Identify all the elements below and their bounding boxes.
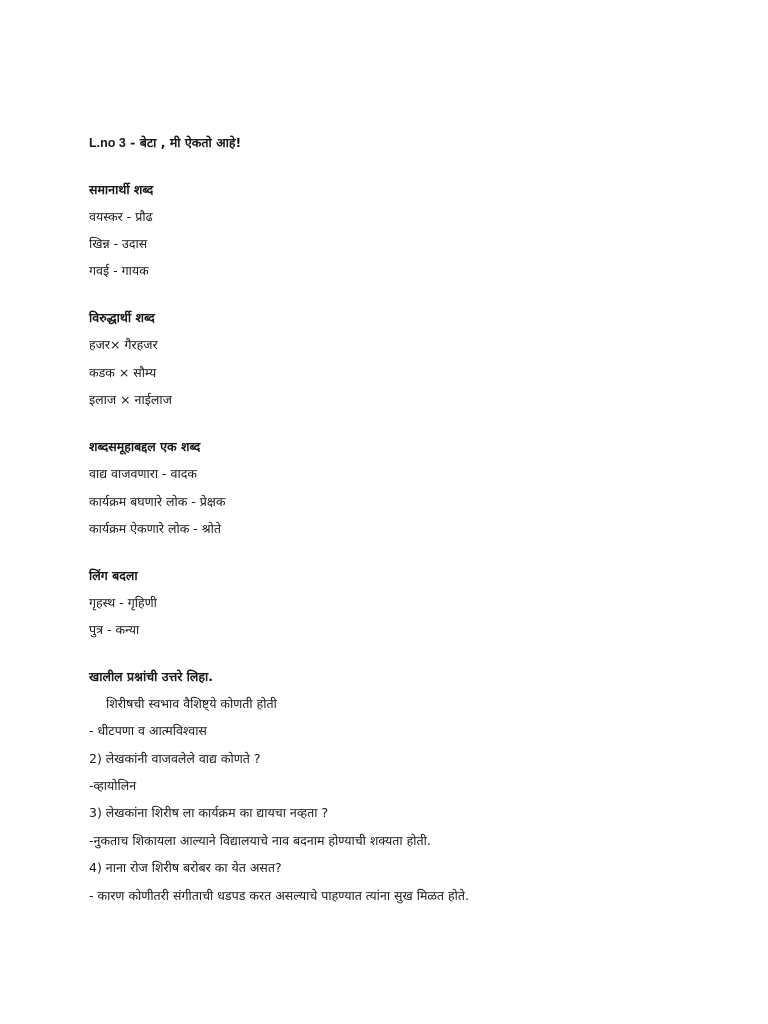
- one-word-item: वाद्य वाजवणारा - वादक: [89, 466, 197, 481]
- qa-answer: - धीटपणा व आत्मविश्वास: [89, 723, 207, 738]
- antonym-item: कडक × सौम्य: [89, 365, 157, 380]
- qa-heading: खालील प्रश्नांची उत्तरे लिहा.: [89, 669, 214, 684]
- one-word-heading: शब्दसमूहाबद्दल एक शब्द: [89, 439, 201, 454]
- qa-question: 2) लेखकांनी वाजवलेले वाद्य कोणते ?: [89, 751, 261, 766]
- qa-question: शिरीषची स्वभाव वैशिष्ट्ये कोणती होती: [106, 696, 277, 711]
- antonyms-heading: विरुद्धार्थी शब्द: [89, 310, 155, 325]
- one-word-item: कार्यक्रम ऐकणारे लोक - श्रोते: [89, 521, 221, 536]
- gender-item: पुत्र - कन्या: [89, 622, 140, 637]
- lesson-name: - बेटा , मी ऐकतो आहे!: [125, 135, 242, 150]
- qa-question: 4) नाना रोज शिरीष बरोबर का येत असत?: [89, 860, 282, 875]
- lesson-title: [89, 134, 241, 152]
- synonym-item: गवई - गायक: [89, 263, 149, 278]
- antonym-item: हजर× गैरहजर: [89, 337, 158, 352]
- lesson-number: L.no 3: [89, 136, 126, 150]
- qa-question: 3) लेखकांना शिरीष ला कार्यक्रम का द्यायचा नव्हता ?: [89, 805, 329, 820]
- synonym-item: वयस्कर - प्रौढ: [89, 209, 153, 224]
- qa-answer: - कारण कोणीतरी संगीताची धडपड करत असल्याचे पाहण्यात त्यांना सुख मिळत होते.: [89, 888, 469, 903]
- gender-item: गृहस्थ - गृहिणी: [89, 595, 157, 610]
- synonym-item: खिन्न - उदास: [89, 236, 148, 251]
- one-word-item: कार्यक्रम बघणारे लोक - प्रेक्षक: [89, 494, 226, 509]
- gender-heading: लिंग बदला: [89, 568, 138, 583]
- synonyms-heading: समानार्थी शब्द: [89, 182, 154, 197]
- antonym-item: इलाज × नाईलाज: [89, 392, 172, 407]
- qa-answer: -व्हायोलिन: [89, 778, 137, 793]
- qa-answer: -नुकताच शिकायला आल्याने विद्यालयाचे नाव बदनाम होण्याची शक्यता होती.: [89, 833, 431, 848]
